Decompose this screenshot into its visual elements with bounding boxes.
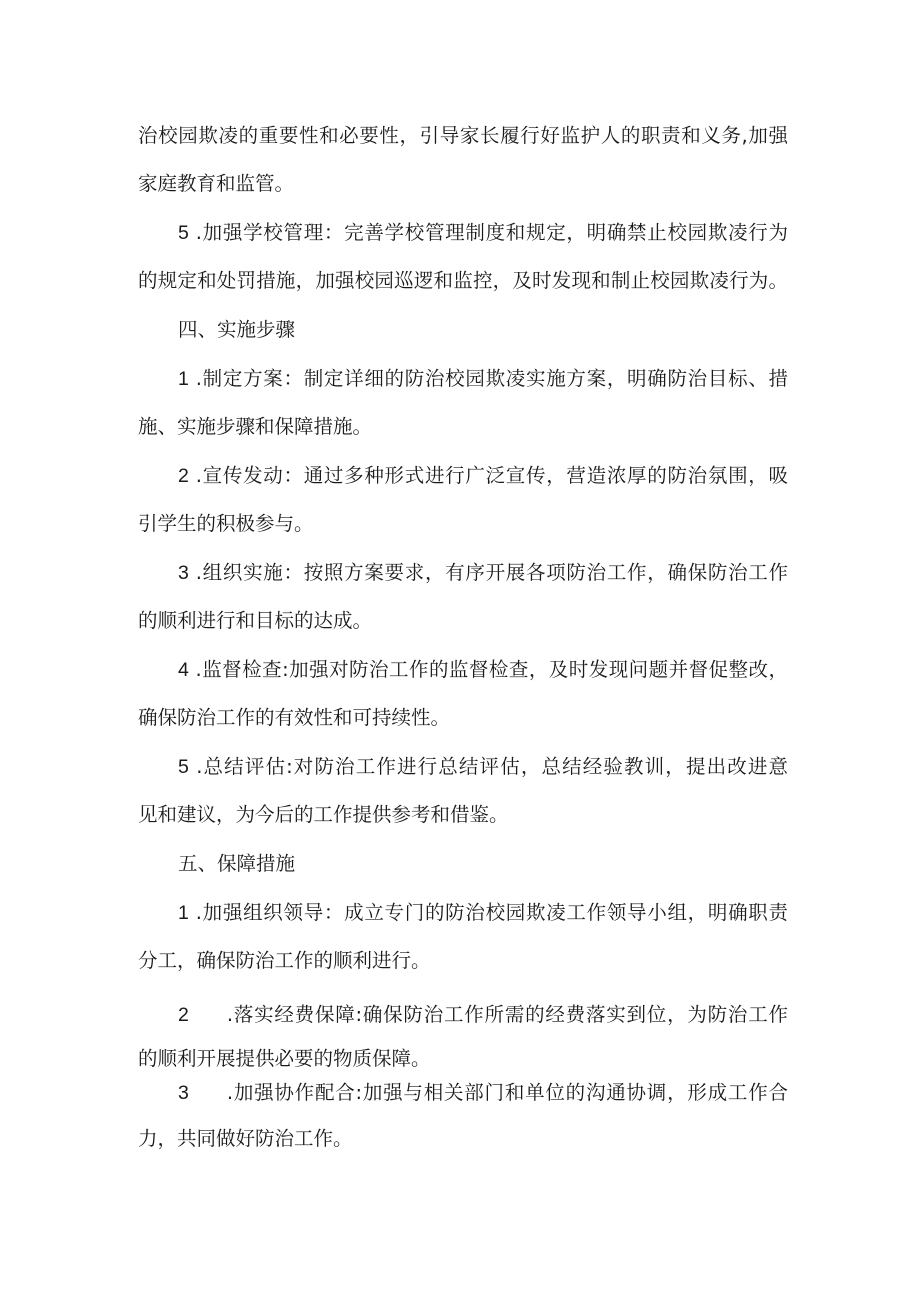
item-number: 1 [178, 368, 189, 390]
paragraph-line: 家庭教育和监管。 [138, 172, 295, 195]
item-number: 3 [178, 1082, 189, 1104]
paragraph-line: 治校园欺凌的重要性和必要性，引导家长履行好监护人的职责和义务,加强 [138, 124, 788, 147]
item-text: .宣传发动：通过多种形式进行广泛宣传，营造浓厚的防治氛围，吸 [188, 464, 788, 487]
paragraph-line: 见和建议，为今后的工作提供参考和借鉴。 [138, 803, 509, 826]
step-item-1 [178, 366, 788, 392]
item-text: .加强组织领导：成立专门的防治校园欺凌工作领导小组，明确职责 [188, 901, 788, 924]
paragraph-line: 的顺利进行和目标的达成。 [138, 609, 373, 632]
list-item-5 [178, 220, 788, 246]
item-text: .监督检查:加强对防治工作的监督检查，及时发现问题并督促整改， [188, 658, 788, 681]
step-item-5 [178, 754, 788, 780]
item-number: 4 [178, 659, 189, 681]
item-number: 5 [178, 222, 189, 244]
step-item-4 [178, 657, 788, 683]
item-text: .总结评估:对防治工作进行总结评估，总结经验教训，提出改进意 [188, 755, 788, 778]
safeguard-item-1 [178, 900, 788, 926]
item-text: .加强学校管理：完善学校管理制度和规定，明确禁止校园欺凌行为 [188, 221, 788, 244]
paragraph-line: 力，共同做好防治工作。 [138, 1127, 353, 1150]
section-heading-5: 五、保障措施 [178, 852, 296, 875]
item-text: .落实经费保障:确保防治工作所需的经费落实到位，为防治工作 [226, 1003, 788, 1026]
item-text: .组织实施：按照方案要求，有序开展各项防治工作，确保防治工作 [188, 561, 788, 584]
paragraph-line: 的规定和处罚措施，加强校园巡逻和监控，及时发现和制止校园欺凌行为。 [138, 269, 788, 292]
step-item-2 [178, 463, 788, 489]
paragraph-line: 的顺利开展提供必要的物质保障。 [138, 1047, 431, 1070]
item-number: 5 [178, 756, 189, 778]
item-text: .加强协作配合:加强与相关部门和单位的沟通协调，形成工作合 [226, 1081, 788, 1104]
item-number: 3 [178, 562, 189, 584]
section-heading-4: 四、实施步骤 [178, 318, 296, 341]
item-number: 2 [178, 1004, 189, 1026]
safeguard-item-2 [178, 1002, 788, 1028]
step-item-3 [178, 560, 788, 586]
safeguard-item-3 [178, 1080, 788, 1106]
item-text: .制定方案：制定详细的防治校园欺凌实施方案，明确防治目标、措 [188, 367, 788, 390]
item-number: 1 [178, 902, 189, 924]
paragraph-line: 确保防治工作的有效性和可持续性。 [138, 706, 451, 729]
paragraph-line: 分工，确保防治工作的顺利进行。 [138, 949, 431, 972]
item-number: 2 [178, 465, 189, 487]
paragraph-line: 引学生的积极参与。 [138, 512, 314, 535]
paragraph-line: 施、实施步骤和保障措施。 [138, 415, 373, 438]
